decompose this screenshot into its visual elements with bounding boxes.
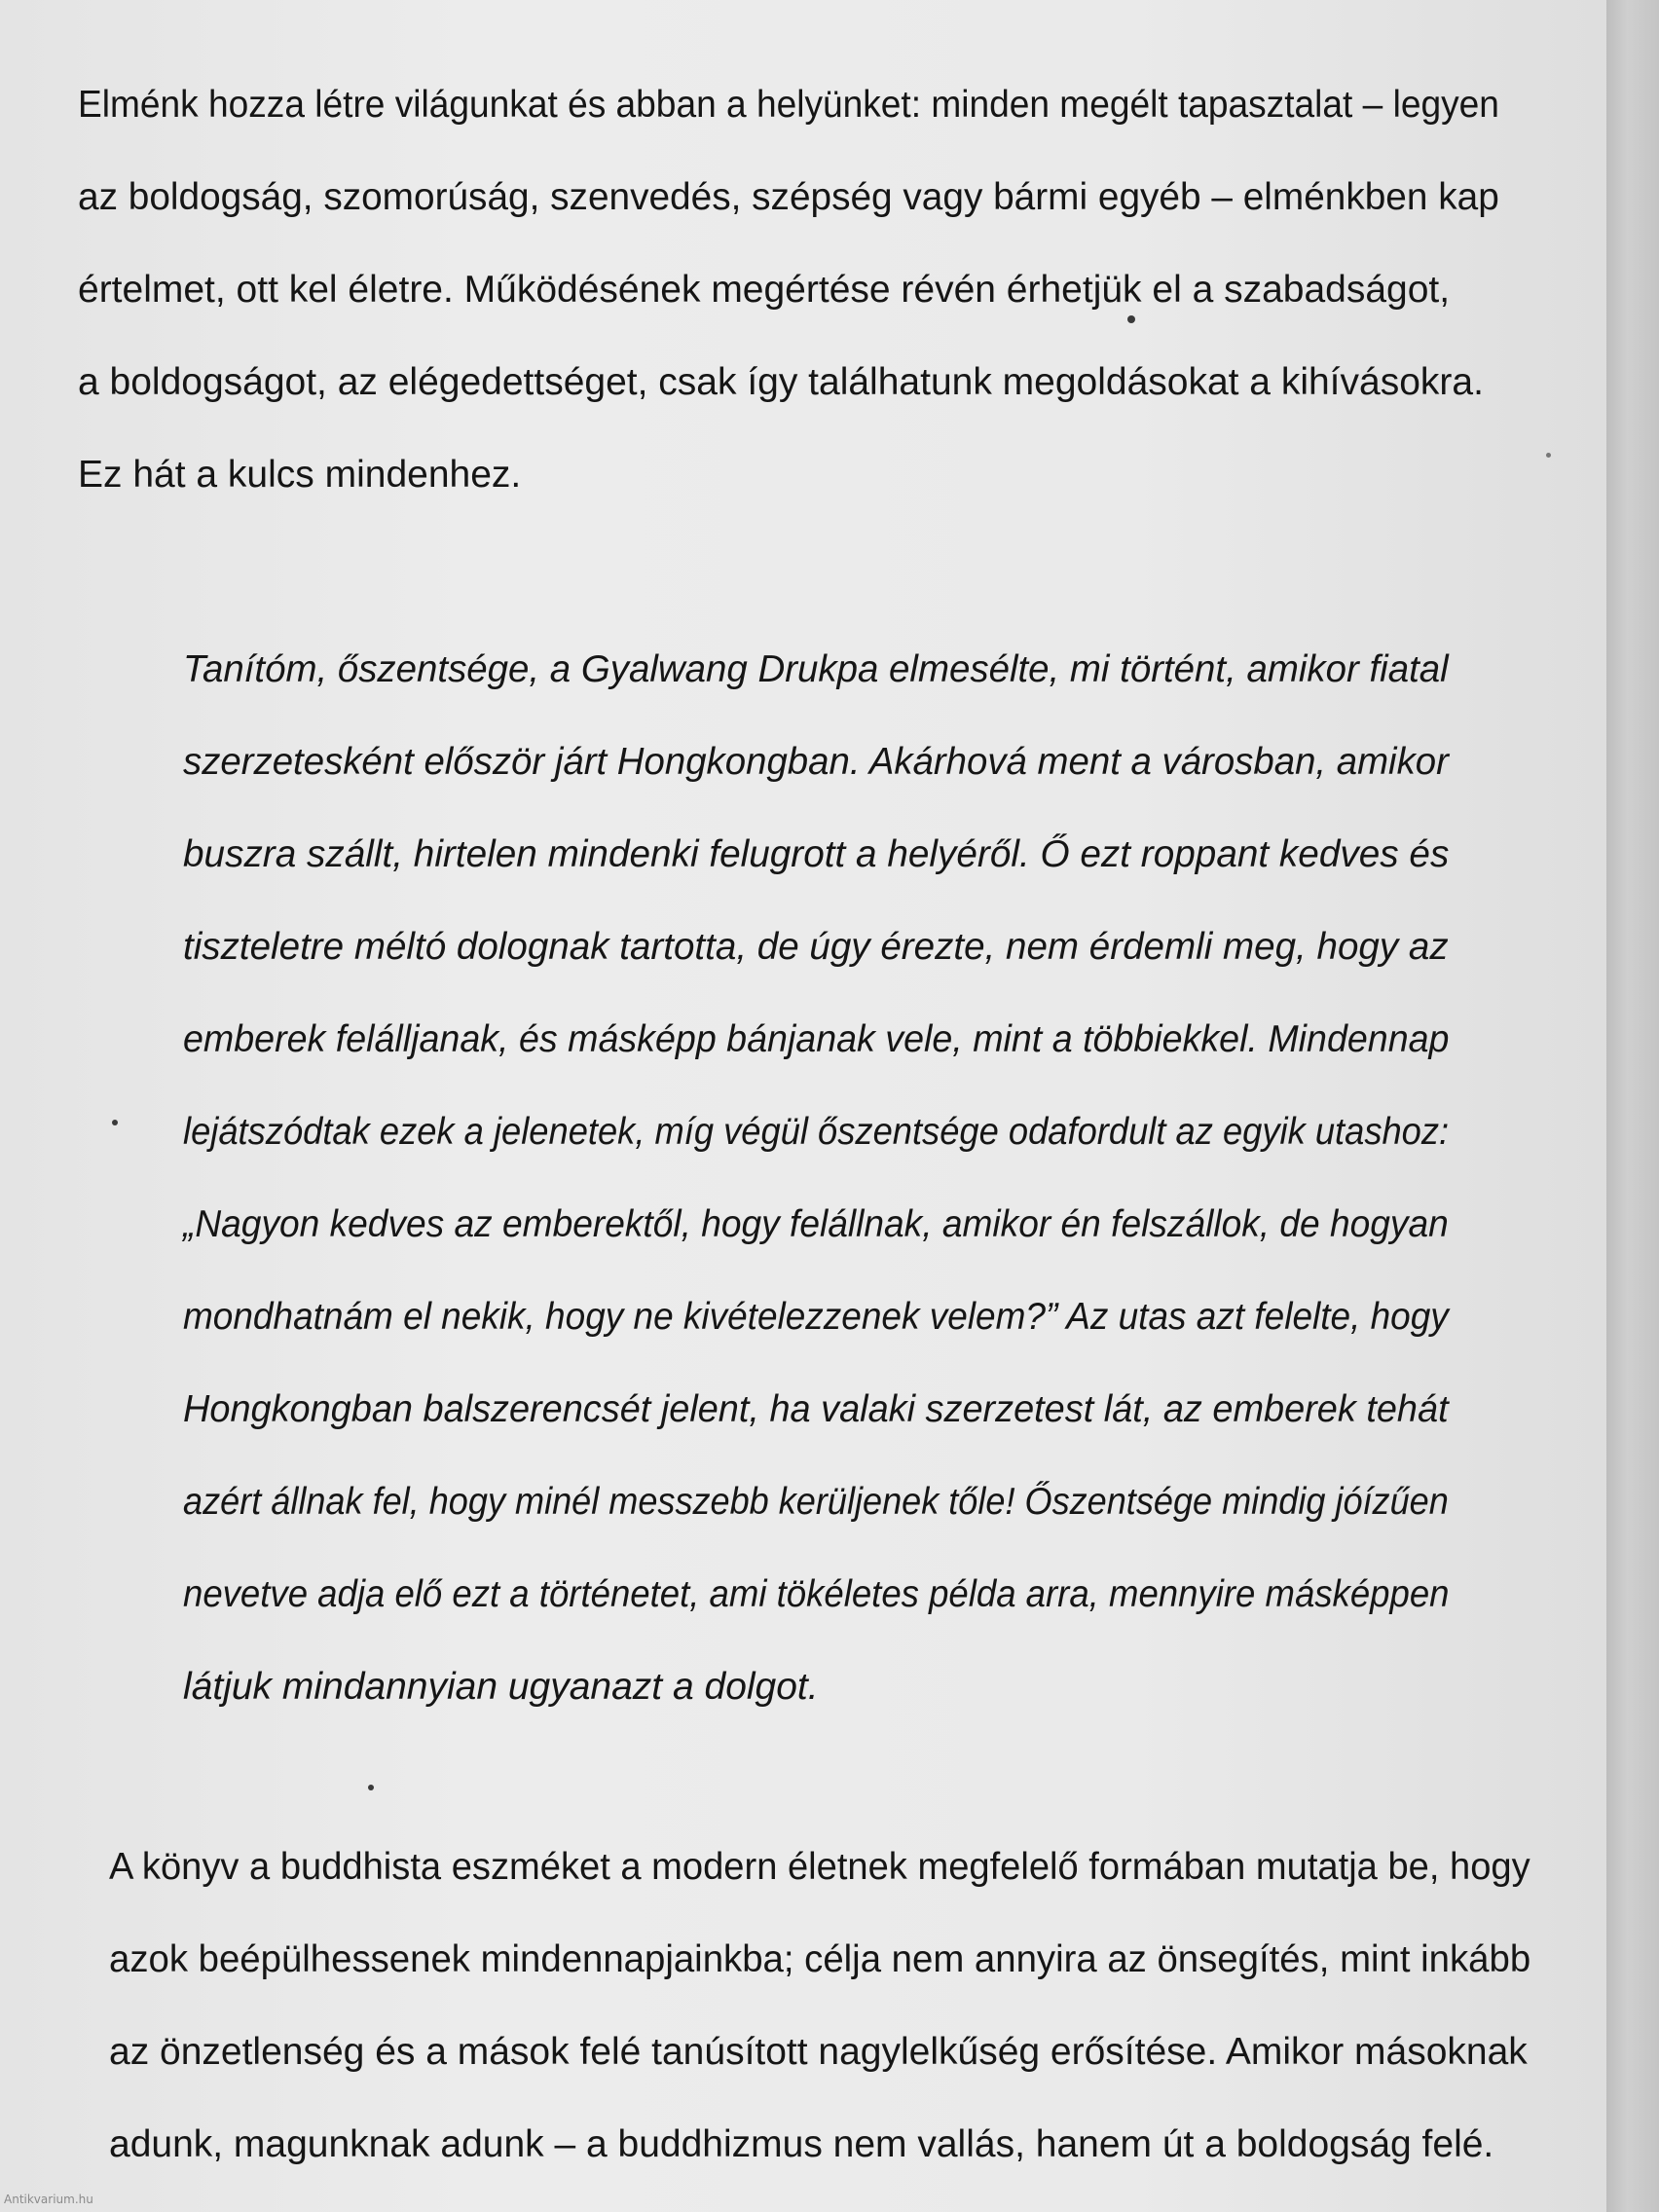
dust-speck: [112, 1120, 118, 1125]
story-line: Hongkongban balszerencsét jelent, ha valaki szerzetest lát, az emberek tehát: [183, 1388, 1449, 1430]
page-edge: [1606, 0, 1659, 2212]
intro-line: Elménk hozza létre világunkat és abban a helyünket: minden megélt tapasztalat – legyen: [78, 84, 1499, 126]
story-line: buszra szállt, hirtelen mindenki felugrott a helyéről. Ő ezt roppant kedves és: [183, 833, 1450, 875]
dust-speck: [368, 1785, 374, 1790]
story-line: szerzetesként először járt Hongkongban. Akárhová ment a városban, amikor: [183, 741, 1449, 783]
intro-line: a boldogságot, az elégedettséget, csak így találhatunk megoldásokat a kihívásokra.: [78, 361, 1484, 403]
story-line: azért állnak fel, hogy minél messzebb kerüljenek tőle! Őszentsége mindig jóízűen: [183, 1481, 1449, 1523]
intro-line: Ez hát a kulcs mindenhez.: [78, 454, 522, 496]
story-line: tiszteletre méltó dolognak tartotta, de úgy érezte, nem érdemli meg, hogy az: [183, 926, 1449, 968]
closing-line: A könyv a buddhista eszméket a modern életnek megfelelő formában mutatja be, hogy: [109, 1846, 1530, 1888]
closing-paragraph: [109, 1821, 1530, 2191]
dust-speck: [1127, 315, 1135, 323]
intro-line: értelmet, ott kel életre. Működésének megértése révén érhetjük el a szabadságot,: [78, 269, 1451, 311]
closing-line: az önzetlenség és a mások felé tanúsított nagylelkűség erősítése. Amikor másoknak: [109, 2031, 1528, 2073]
intro-line: az boldogság, szomorúság, szenvedés, szépség vagy bármi egyéb – elménkben kap: [78, 176, 1499, 218]
story-line: emberek felálljanak, és másképp bánjanak vele, mint a többiekkel. Mindennap: [183, 1018, 1450, 1060]
closing-line: adunk, magunknak adunk – a buddhizmus nem vallás, hanem út a boldogság felé.: [109, 2123, 1494, 2165]
story-line: Tanítóm, őszentsége, a Gyalwang Drukpa elmesélte, mi történt, amikor fiatal: [183, 648, 1449, 690]
story-line: mondhatnám el nekik, hogy ne kivételezzenek velem?” Az utas azt felelte, hogy: [183, 1296, 1449, 1338]
intro-paragraph: [78, 58, 1499, 521]
dust-speck: [1546, 453, 1551, 458]
story-line: nevetve adja elő ezt a történetet, ami tökéletes példa arra, mennyire másképpen: [183, 1573, 1450, 1615]
story-line: „Nagyon kedves az emberektől, hogy felállnak, amikor én felszállok, de hogyan: [183, 1203, 1449, 1245]
closing-line: azok beépülhessenek mindennapjainkba; célja nem annyira az önsegítés, mint inkább: [109, 1938, 1531, 1980]
story-line: látjuk mindannyian ugyanazt a dolgot.: [183, 1666, 819, 1708]
story-line: lejátszódtak ezek a jelenetek, míg végül őszentsége odafordult az egyik utashoz:: [183, 1111, 1450, 1153]
story-paragraph: [183, 623, 1449, 1733]
watermark-text: Antikvarium.hu: [4, 2193, 93, 2206]
